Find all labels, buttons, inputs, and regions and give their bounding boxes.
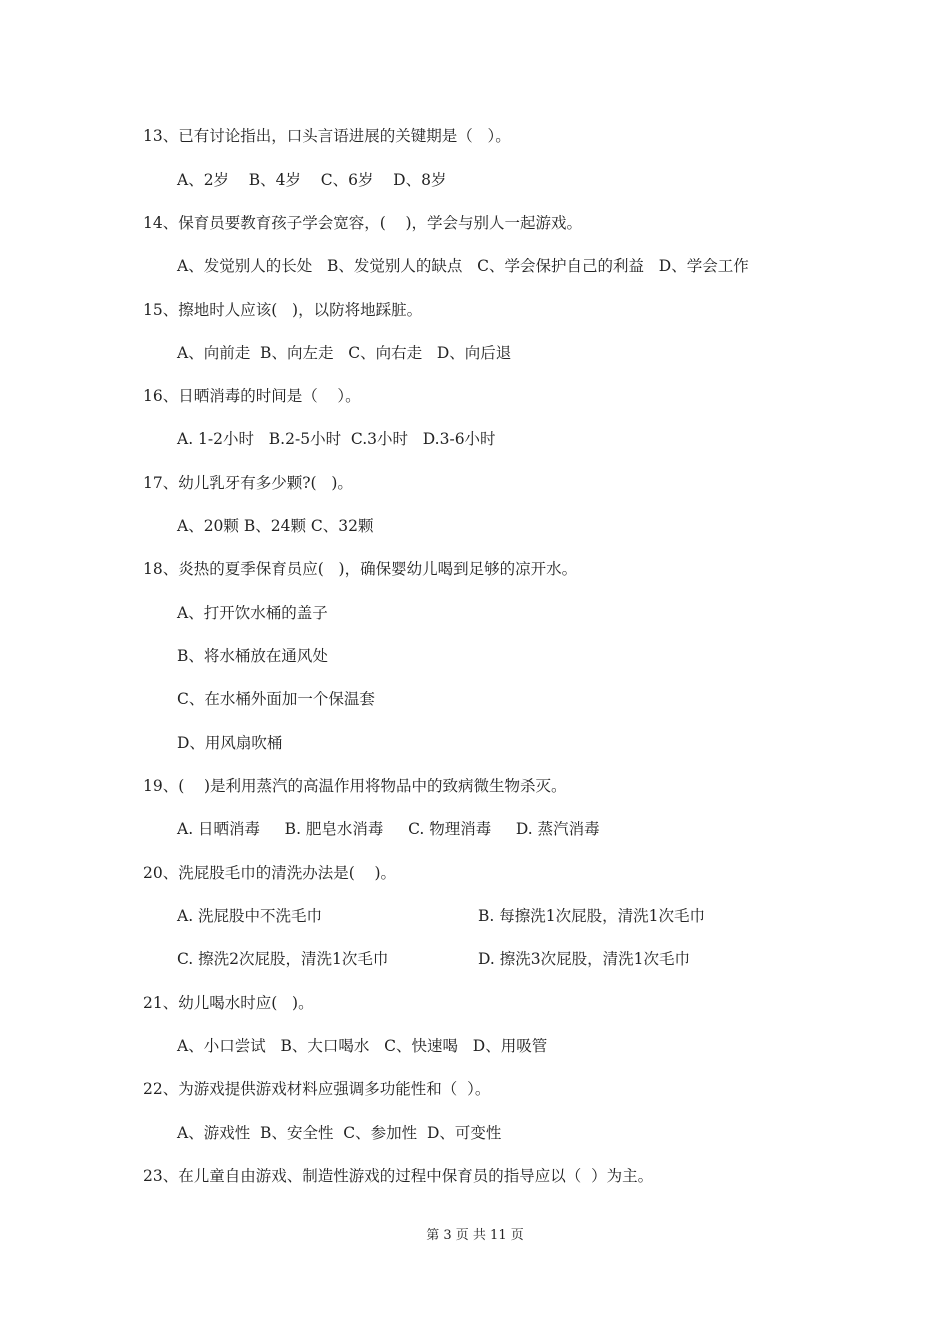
question-14: 14、保育员要教育孩子学会宽容，( )，学会与别人一起游戏。 bbox=[143, 214, 583, 232]
question-21: 21、幼儿喝水时应( )。 bbox=[143, 994, 314, 1012]
page-number-footer: 第 3 页 共 11 页 bbox=[426, 1228, 524, 1243]
question-18-option-c: C、在水桶外面加一个保温套 bbox=[177, 690, 375, 708]
question-15-options: A、向前走 B、向左走 C、向右走 D、向后退 bbox=[177, 344, 512, 362]
question-19-options: A. 日晒消毒 B. 肥皂水消毒 C. 物理消毒 D. 蒸汽消毒 bbox=[177, 820, 600, 838]
question-21-options: A、小口尝试 B、大口喝水 C、快速喝 D、用吸管 bbox=[177, 1037, 548, 1055]
question-18-option-b: B、将水桶放在通风处 bbox=[177, 647, 328, 665]
question-16-options: A. 1-2小时 B.2-5小时 C.3小时 D.3-6小时 bbox=[177, 430, 496, 448]
question-17-options: A、20颗 B、24颗 C、32颗 bbox=[177, 517, 374, 535]
question-18: 18、炎热的夏季保育员应( )，确保婴幼儿喝到足够的凉开水。 bbox=[143, 560, 578, 578]
question-14-options: A、发觉别人的长处 B、发觉别人的缺点 C、学会保护自己的利益 D、学会工作 bbox=[177, 257, 749, 275]
question-13: 13、已有讨论指出，口头言语进展的关键期是（ ）。 bbox=[143, 127, 511, 145]
question-15: 15、擦地时人应该( )，以防将地踩脏。 bbox=[143, 301, 423, 319]
question-13-options: A、2岁 B、4岁 C、6岁 D、8岁 bbox=[177, 171, 447, 189]
question-18-option-a: A、打开饮水桶的盖子 bbox=[177, 604, 328, 622]
question-20: 20、洗屁股毛巾的清洗办法是( )。 bbox=[143, 864, 397, 882]
question-23: 23、在儿童自由游戏、制造性游戏的过程中保育员的指导应以（ ）为主。 bbox=[143, 1167, 654, 1185]
question-16: 16、日晒消毒的时间是（ ）。 bbox=[143, 387, 361, 405]
question-20-option-d: D. 擦洗3次屁股，清洗1次毛巾 bbox=[478, 950, 690, 968]
question-20-option-c: C. 擦洗2次屁股，清洗1次毛巾 bbox=[177, 950, 389, 968]
question-20-option-a: A. 洗屁股中不洗毛巾 bbox=[177, 907, 323, 925]
question-18-option-d: D、用风扇吹桶 bbox=[177, 734, 283, 752]
question-22: 22、为游戏提供游戏材料应强调多功能性和（ ）。 bbox=[143, 1080, 491, 1098]
question-17: 17、幼儿乳牙有多少颗?( )。 bbox=[143, 474, 353, 492]
question-19: 19、( )是利用蒸汽的高温作用将物品中的致病微生物杀灭。 bbox=[143, 777, 567, 795]
question-22-options: A、游戏性 B、安全性 C、参加性 D、可变性 bbox=[177, 1124, 502, 1142]
question-20-option-b: B. 每擦洗1次屁股，清洗1次毛巾 bbox=[478, 907, 705, 925]
